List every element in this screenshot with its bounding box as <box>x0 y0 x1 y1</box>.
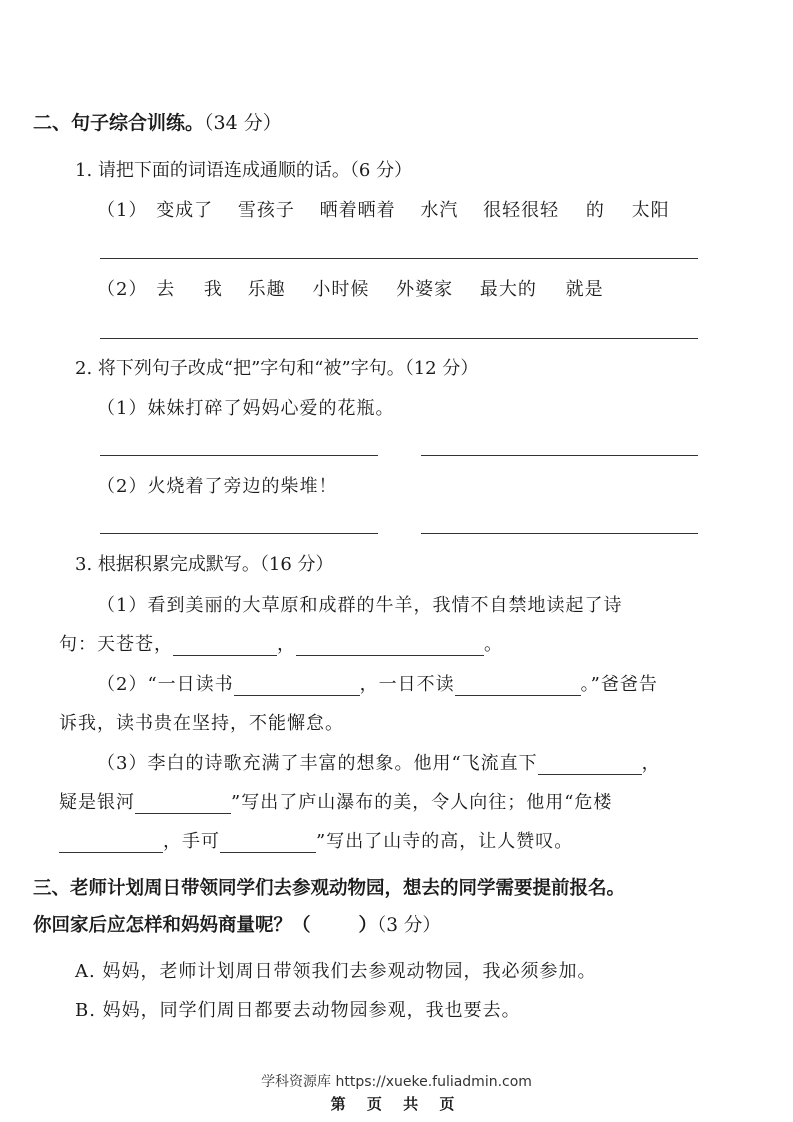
text: ， <box>277 634 296 655</box>
option-b[interactable]: B. 妈妈，同学们周日都要去动物园参观，我也要去。 <box>75 1000 521 1021</box>
question-3-item-1-line-2 <box>59 630 503 656</box>
blank[interactable] <box>220 834 316 853</box>
answer-line[interactable] <box>100 258 698 259</box>
text: 。”爸爸告 <box>580 674 658 695</box>
question-3-item-3-line-1 <box>97 749 661 775</box>
blank[interactable] <box>59 834 163 853</box>
text: ，一日不读 <box>359 674 455 695</box>
watermark-text: 学科资源库 https://xueke.fuliadmin.com <box>261 1074 532 1090</box>
text: （3）李白的诗歌充满了丰富的想象。他用“飞流直下 <box>97 753 538 774</box>
word: 外婆家 <box>396 279 454 300</box>
question-1-item-2 <box>97 275 604 301</box>
blank[interactable] <box>296 637 484 656</box>
answer-line[interactable] <box>100 533 378 534</box>
text: 。 <box>484 634 503 655</box>
answer-line[interactable] <box>421 455 698 456</box>
answer-line[interactable] <box>421 533 698 534</box>
blank[interactable] <box>173 637 277 656</box>
word: 最大的 <box>479 279 537 300</box>
word: 雪孩子 <box>237 200 295 221</box>
question-2-title: 2. 将下列句子改成“把”字句和“被”字句。（12 分） <box>75 358 479 379</box>
text: 你回家后应怎样和妈妈商量呢？（ <box>33 915 311 936</box>
answer-line[interactable] <box>100 455 378 456</box>
word: 很轻很轻 <box>483 200 560 221</box>
text: 疑是银河 <box>59 792 135 813</box>
text: ， <box>641 753 661 774</box>
question-3-item-1-line-1: （1）看到美丽的大草原和成群的牛羊，我情不自禁地读起了诗 <box>97 595 623 616</box>
section-2-heading <box>33 108 282 135</box>
word: 乐趣 <box>247 279 286 300</box>
word: 小时候 <box>312 279 370 300</box>
question-3-item-3-line-2 <box>59 788 612 814</box>
word: 晒着晒着 <box>319 200 396 221</box>
text: ） <box>358 915 378 936</box>
word: 就是 <box>565 279 604 300</box>
page-number: 第 页 共 页 <box>330 1095 463 1113</box>
text: ”写出了庐山瀑布的美，令人向往；他用“危楼 <box>231 792 613 813</box>
answer-line[interactable] <box>100 338 698 339</box>
question-1-title: 1. 请把下面的词语连成通顺的话。（6 分） <box>75 160 413 181</box>
word: 我 <box>203 279 223 300</box>
section-2-title: 二、句子综合训练。 <box>33 112 205 134</box>
item-label: （2） <box>97 279 148 300</box>
section-2-score: （34 分） <box>204 112 282 134</box>
section-3-heading: 三、老师计划周日带领同学们去参观动物园，想去的同学需要提前报名。 <box>33 878 626 899</box>
question-1-item-1 <box>97 196 670 222</box>
word: 水汽 <box>420 200 459 221</box>
blank[interactable] <box>135 795 231 814</box>
text: ”写出了山寺的高，让人赞叹。 <box>316 831 574 852</box>
item-label: （1） <box>97 200 148 221</box>
text: （2）“一日读书 <box>97 674 234 695</box>
question-3-item-3-line-3 <box>59 827 573 853</box>
word: 去 <box>156 279 176 300</box>
blank[interactable] <box>538 756 642 775</box>
word: 太阳 <box>631 200 670 221</box>
word: 的 <box>585 200 605 221</box>
word: 变成了 <box>156 200 214 221</box>
question-3-item-2-line-2: 诉我，读书贵在坚持，不能懈怠。 <box>59 713 344 734</box>
text: ，手可 <box>163 831 220 852</box>
text: 句：天苍苍， <box>59 634 173 655</box>
option-a[interactable]: A. 妈妈，老师计划周日带领我们去参观动物园，我必须参加。 <box>75 961 597 982</box>
question-3-item-2-line-1 <box>97 670 658 696</box>
blank[interactable] <box>234 677 360 696</box>
question-2-item-2: （2）火烧着了旁边的柴堆！ <box>97 476 338 497</box>
blank[interactable] <box>455 677 581 696</box>
question-2-item-1: （1）妹妹打碎了妈妈心爱的花瓶。 <box>97 398 395 419</box>
question-3-title: 3. 根据积累完成默写。（16 分） <box>75 554 334 575</box>
section-3-question <box>33 911 441 937</box>
section-3-score: （3 分） <box>377 915 441 936</box>
